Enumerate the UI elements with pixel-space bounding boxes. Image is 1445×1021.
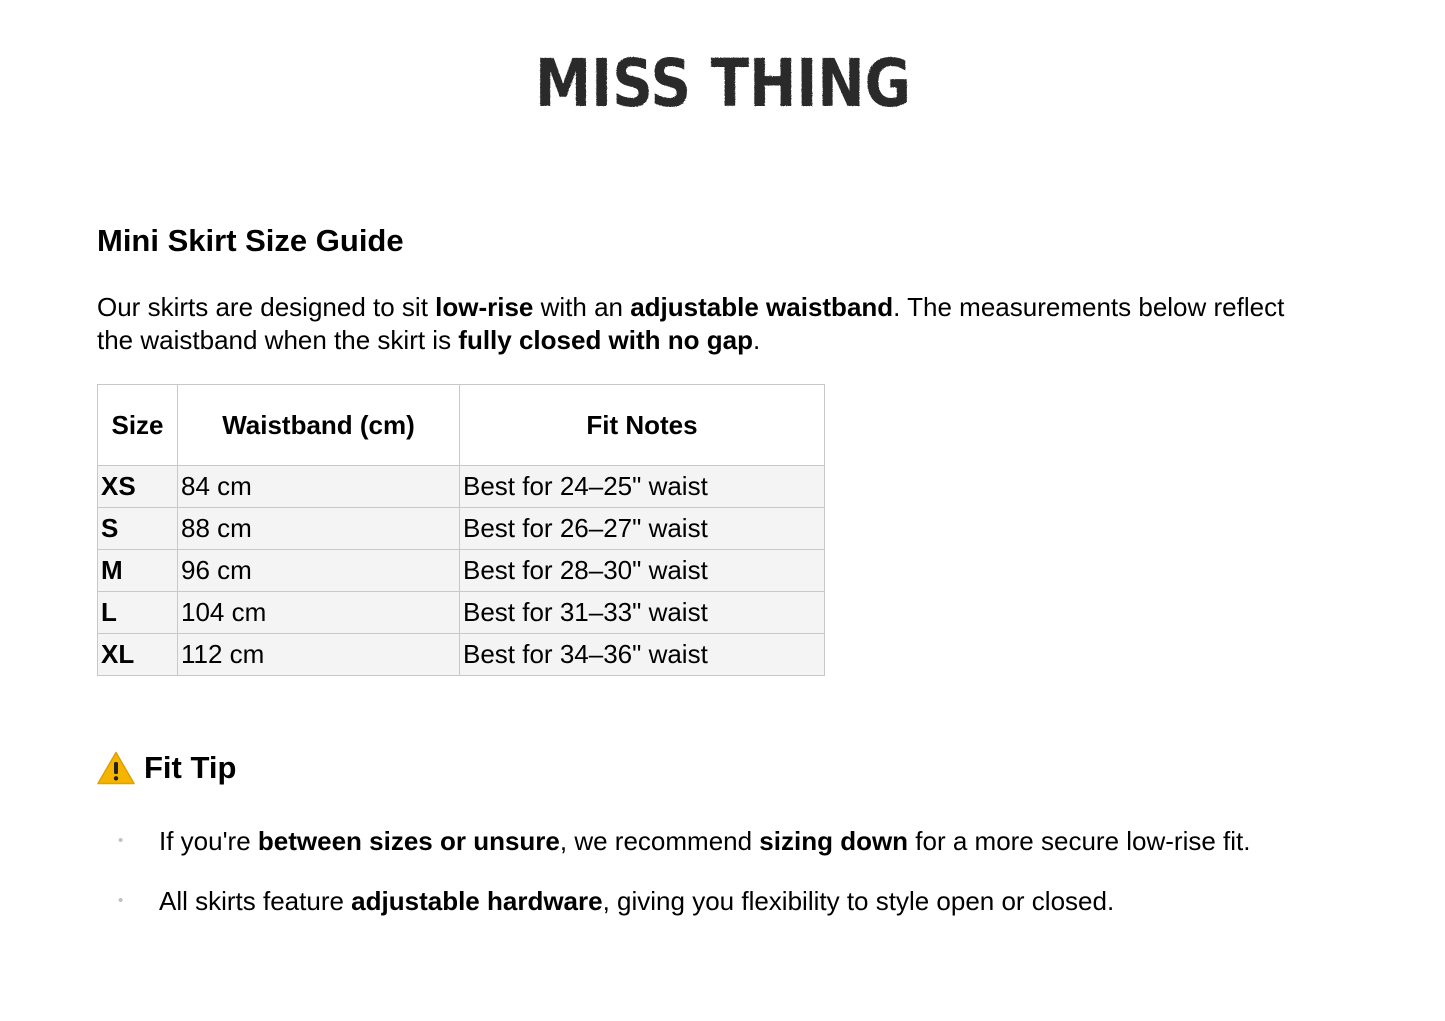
intro-bold-fully-closed: fully closed with no gap	[458, 325, 753, 355]
waistband-cell: 104 cm	[178, 592, 460, 634]
header-size: Size	[98, 385, 178, 466]
tip-text-2: , we recommend	[559, 826, 760, 856]
intro-bold-low-rise: low-rise	[435, 292, 534, 322]
intro-text-4: .	[752, 325, 761, 355]
intro-bold-adjustable-waistband: adjustable waistband	[630, 292, 894, 322]
tip-text-2: , giving you flexibility to style open or closed.	[602, 886, 1115, 916]
table-row	[98, 634, 825, 676]
table-row	[98, 592, 825, 634]
header-waistband: Waistband (cm)	[178, 385, 460, 466]
fit-tip-heading-text: Fit Tip	[144, 750, 237, 785]
fit-notes-cell: Best for 34–36" waist	[460, 634, 825, 676]
bullet-icon: •	[118, 832, 124, 849]
size-table	[97, 384, 825, 676]
fit-tip-heading	[97, 748, 236, 788]
waistband-cell: 88 cm	[178, 508, 460, 550]
list-item	[97, 822, 1251, 882]
header-fit-notes: Fit Notes	[460, 385, 825, 466]
tip-bold-sizing-down: sizing down	[759, 826, 909, 856]
size-cell: XL	[98, 634, 178, 676]
fit-tip-list	[97, 822, 1251, 942]
tip-bold-between-sizes: between sizes or unsure	[257, 826, 560, 856]
table-row	[98, 466, 825, 508]
waistband-cell: 84 cm	[178, 466, 460, 508]
brand-logo-text: MISS THING	[535, 45, 911, 122]
size-cell: S	[98, 508, 178, 550]
intro-text-1: Our skirts are designed to sit	[97, 292, 436, 322]
page-title: Mini Skirt Size Guide	[97, 223, 404, 258]
brand-logo	[528, 45, 918, 122]
list-item	[97, 882, 1251, 942]
intro-text-2: with an	[533, 292, 631, 322]
waistband-cell: 96 cm	[178, 550, 460, 592]
fit-notes-cell: Best for 24–25" waist	[460, 466, 825, 508]
fit-notes-cell: Best for 28–30" waist	[460, 550, 825, 592]
size-cell: M	[98, 550, 178, 592]
warning-icon	[97, 751, 135, 785]
brand-logo-image	[528, 45, 918, 122]
table-row	[98, 550, 825, 592]
size-cell: XS	[98, 466, 178, 508]
bullet-icon: •	[118, 892, 124, 909]
tip-text-1: If you're	[159, 826, 258, 856]
tip-text-1: All skirts feature	[159, 886, 352, 916]
fit-notes-cell: Best for 26–27" waist	[460, 508, 825, 550]
table-header-row	[98, 385, 825, 466]
table-row	[98, 508, 825, 550]
waistband-cell: 112 cm	[178, 634, 460, 676]
fit-notes-cell: Best for 31–33" waist	[460, 592, 825, 634]
intro-paragraph	[97, 291, 1327, 357]
tip-bold-adjustable-hardware: adjustable hardware	[351, 886, 603, 916]
tip-text-3: for a more secure low-rise fit.	[908, 826, 1251, 856]
size-cell: L	[98, 592, 178, 634]
intro-text-3: . The measurements below reflect the waistband when the skirt is	[97, 292, 1285, 355]
